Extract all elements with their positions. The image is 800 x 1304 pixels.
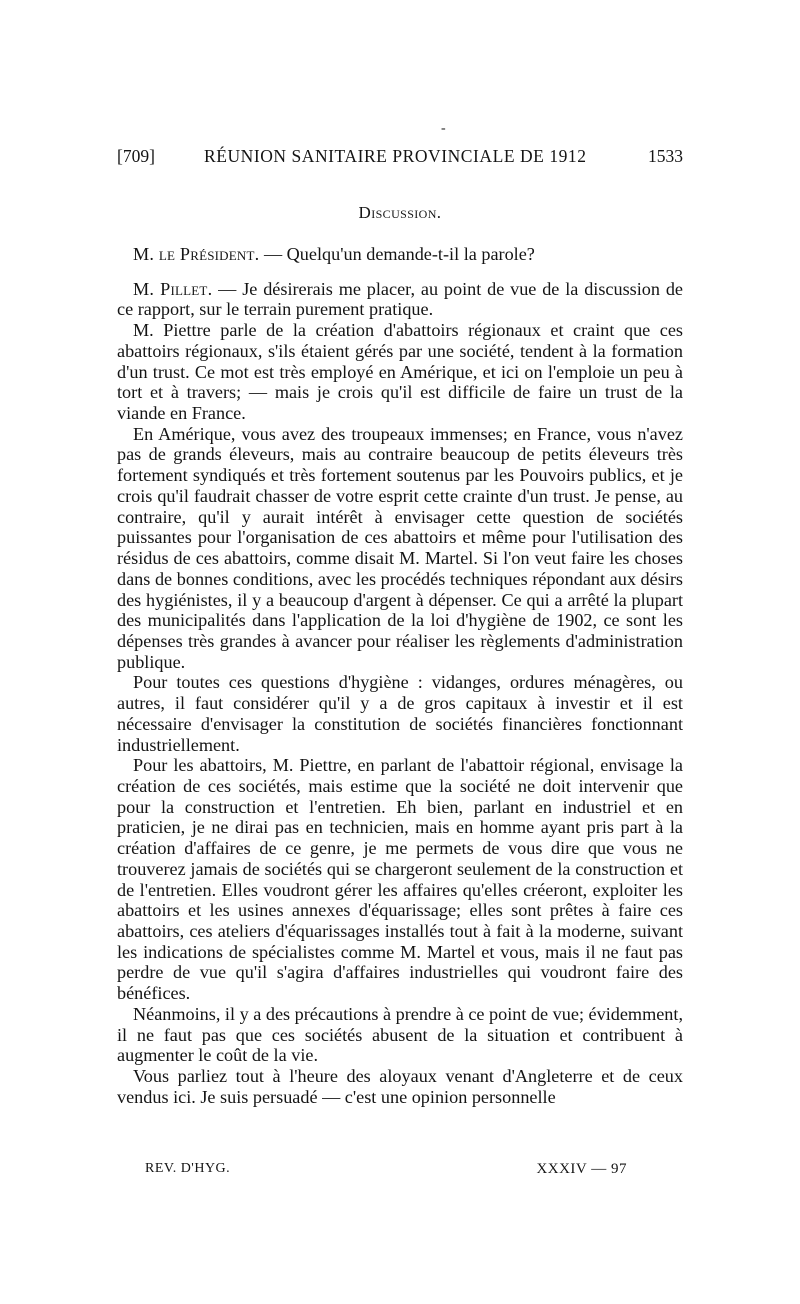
paragraph-text: Néanmoins, il y a des précautions à prendre à ce point de vue; évidemment, il ne faut pas que ces sociétés abusent de la situation et contribuent à augmenter le coût de la vie. <box>117 1003 683 1066</box>
speaker-name: M. le Président. <box>133 244 260 264</box>
running-title: RÉUNION SANITAIRE PROVINCIALE DE 1912 <box>204 146 587 166</box>
journal-abbreviation: REV. D'HYG. <box>145 1161 231 1176</box>
paragraph <box>117 424 683 673</box>
paragraph-text: Vous parliez tout à l'heure des aloyaux venant d'Angleterre et de ceux vendus ici. Je suis persuadé — c'est une opinion personnelle <box>117 1066 683 1107</box>
running-header <box>117 145 683 167</box>
paragraph-text: Pour toutes ces questions d'hygiène : vidanges, ordures ménagères, ou autres, il faut considérer qu'il y a de gros capitaux à investir et il est nécessaire d'envisager la constitution de sociétés financières fonctionnant industriellement. <box>117 672 683 755</box>
top-mark: - <box>441 121 446 136</box>
body-text <box>117 244 683 1107</box>
paragraph <box>117 1004 683 1066</box>
paragraph <box>117 672 683 755</box>
paragraph <box>117 755 683 1004</box>
section-title: Discussion. <box>358 203 442 222</box>
paragraph <box>117 1066 683 1107</box>
speaker-name: M. Pillet. <box>133 278 213 299</box>
paragraph-text: En Amérique, vous avez des troupeaux immenses; en France, vous n'avez pas de grands éleveurs, mais au contraire beaucoup de petits éleveurs très fortement syndiqués et très fortement soutenus par les Pouvoirs publics, et je crois qu'il faudrait chasser de votre esprit cette crainte d'un trust. Je pense, au contraire, qu'il y aurait intérêt à envisager cette question de sociétés puissantes pour l'organisation de ces abattoirs et même pour l'utilisation des résidus de ces abattoirs, comme disait M. Martel. Si l'on veut faire les choses dans de bonnes conditions, avec les procédés techniques répondant aux désirs des hygiénistes, il y a beaucoup d'argent à dépenser. Ce qui a arrêté la plupart des municipalités dans l'application de la loi d'hygiène de 1902, ce sont les dépenses très grandes à avancer pour réaliser les règlements d'administration publique. <box>117 423 683 672</box>
paragraph-text: Pour les abattoirs, M. Piettre, en parlant de l'abattoir régional, envisage la création de ces sociétés, mais estime que la société ne doit intervenir que pour la construction et l'entretien. Eh bien, parlant en industriel et en praticien, je ne dirai pas en technicien, mais en homme ayant pris part à la création d'affaires de ce genre, je me permets de vous dire que vous ne trouverez jamais de sociétés qui se chargeront seulement de la construction et de l'entretien. Elles voudront gérer les affaires qu'elles créeront, exploiter les abattoirs et les usines annexes d'équarissage; elles sont prêtes à faire ces abattoirs, ces ateliers d'équarissages installés tout à fait à la moderne, suivant les indications de spécialistes comme M. Martel et vous, mais il ne faut pas perdre de vue qu'il s'agira d'affaires industrielles qui voudront faire des bénéfices. <box>117 755 683 1004</box>
page-number: 1533 <box>648 146 683 166</box>
paragraph-text: M. Piettre parle de la création d'abattoirs régionaux et craint que ces abattoirs régionaux, s'ils étaient gérés par une société, tendent à la formation d'un trust. Ce mot est très employé en Amérique, et ici on l'emploie un peu à tort et à travers; — mais je crois qu'il est difficile de faire un trust de la viande en France. <box>117 320 683 424</box>
paragraph-text: — Je désirerais me placer, au point de vue de la discussion de ce rapport, sur le terrain purement pratique. <box>117 278 683 320</box>
page-footer <box>145 1158 627 1180</box>
paragraph <box>117 244 683 265</box>
bracket-number: [709] <box>117 146 155 166</box>
paragraph <box>117 279 683 320</box>
paragraph <box>117 320 683 424</box>
volume-page: XXXIV — 97 <box>536 1161 627 1177</box>
paragraph-text: — Quelqu'un demande-t-il la parole? <box>259 244 535 264</box>
